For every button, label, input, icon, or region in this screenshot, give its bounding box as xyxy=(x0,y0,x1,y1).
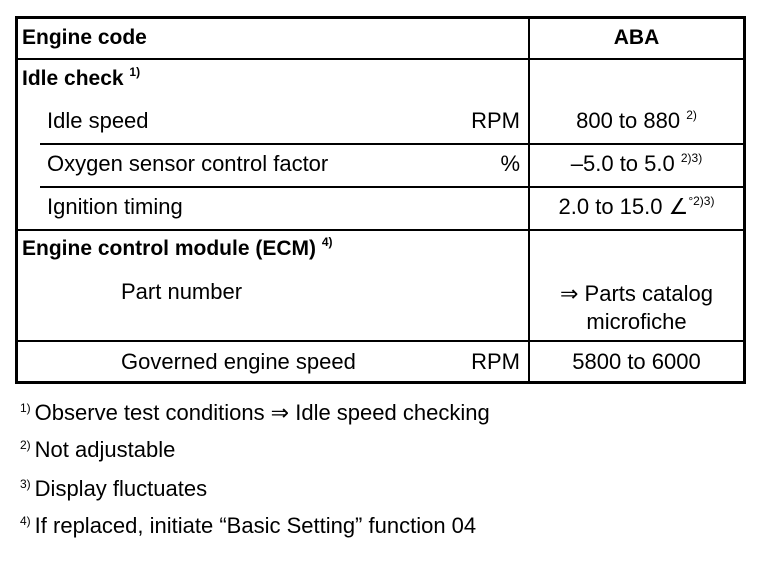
header-label: Engine code xyxy=(22,26,147,49)
header-value: ABA xyxy=(613,26,660,49)
footnote-item: $^{1)}$ Observe test conditions ⇒ Idle speed checking xyxy=(20,400,490,425)
idle-speed-unit: RPM xyxy=(471,108,520,133)
ignition-timing-value: 2.0 to 15.0 ∠$^{^\circ 2)3)}$ xyxy=(558,194,715,219)
table-border-right xyxy=(743,16,746,384)
table-border-top xyxy=(15,16,746,19)
footnote-ref: 1) xyxy=(129,65,141,79)
row-divider xyxy=(15,340,746,342)
idle-section-title: Idle check $^{1)}$ xyxy=(22,65,141,90)
footnote-item: $^{3)}$ Display fluctuates xyxy=(20,476,208,501)
ignition-timing-label: Ignition timing xyxy=(47,194,183,219)
table-border-left xyxy=(15,16,18,384)
footnote-item: $^{4)}$ If replaced, initiate “Basic Setting” function 04 xyxy=(20,513,477,538)
row-divider xyxy=(40,186,746,188)
part-number-value-line2: microfiche xyxy=(586,309,687,334)
part-number-label: Part number xyxy=(121,279,243,304)
governed-speed-value: 5800 to 6000 xyxy=(572,349,701,374)
row-divider xyxy=(15,229,746,231)
governed-speed-unit: RPM xyxy=(471,349,520,374)
table-border-bottom xyxy=(15,381,746,384)
idle-speed-value: 800 to 880 $^{2)}$ xyxy=(576,108,697,133)
oxygen-sensor-label: Oxygen sensor control factor xyxy=(47,151,329,176)
idle-speed-label: Idle speed xyxy=(47,108,149,133)
row-divider xyxy=(15,58,746,60)
row-divider xyxy=(40,143,746,145)
part-number-value-line1: ⇒ Parts catalog xyxy=(560,281,713,306)
footnote-item: $^{2)}$ Not adjustable xyxy=(20,437,176,462)
oxygen-sensor-unit: % xyxy=(500,151,520,176)
ecm-section-title: Engine control module (ECM) $^{4)}$ xyxy=(22,235,333,260)
footnote-ref: 4) xyxy=(321,235,333,249)
governed-speed-label: Governed engine speed xyxy=(121,349,356,374)
oxygen-sensor-value: –5.0 to 5.0 $^{2)3)}$ xyxy=(570,151,703,176)
